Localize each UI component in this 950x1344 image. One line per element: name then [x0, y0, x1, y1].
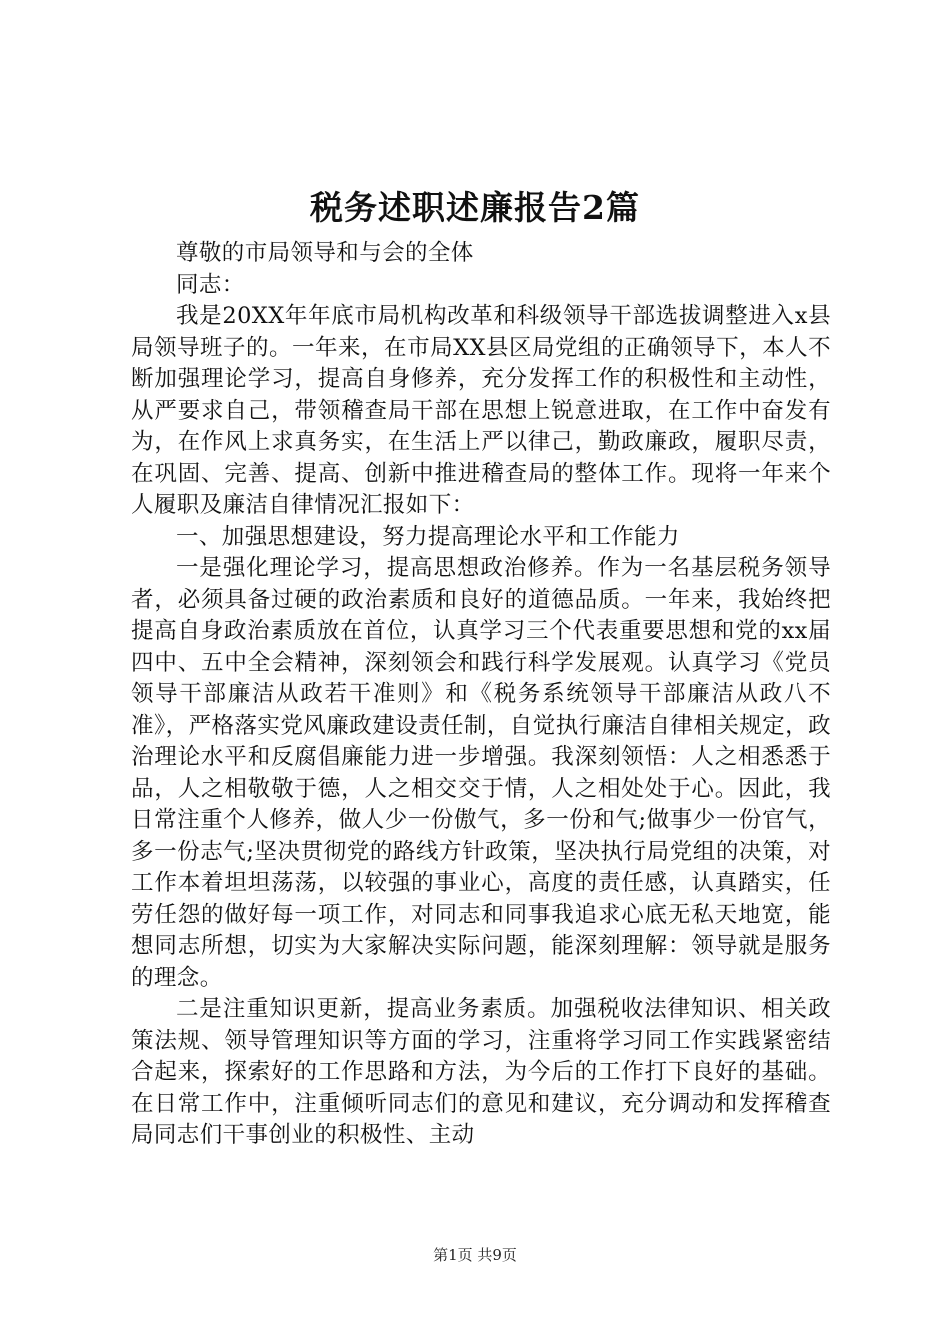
salutation-line-1: 尊敬的市局领导和与会的全体 [176, 240, 474, 266]
section-heading-1: 一、加强思想建设，努力提高理论水平和工作能力 [176, 523, 680, 550]
paragraph-intro: 我是20XX年年底市局机构改革和科级领导干部选拔调整进入x县局领导班子的。一年来，在市局XX县区局党组的正确领导下，本人不断加强理论学习，提高自身修养，充分发挥工作的积极性和主动性，从严要求自己，带领稽查局干部在思想上锐意进取，在工作中奋发有为，在作风上求真务实，在生活上严以律己，勤政廉政，履职尽责，在巩固、完善、提高、创新中推进稽查局的整体工作。现将一年来个人履职及廉洁自律情况汇报如下： [131, 303, 831, 518]
page-number-footer: 第1页 共9页 [433, 1246, 517, 1264]
document-body [131, 238, 831, 1152]
document-title: 税务述职述廉报告2篇 [310, 188, 640, 227]
paragraph-theory-study: 一是强化理论学习，提高思想政治修养。作为一名基层税务领导者，必须具备过硬的政治素质和良好的道德品质。一年来，我始终把提高自身政治素质放在首位，认真学习三个代表重要思想和党的xx届四中、五中全会精神，深刻领会和践行科学发展观。认真学习《党员领导干部廉洁从政若干准则》和《税务系统领导干部廉洁从政八不准》，严格落实党风廉政建设责任制，自觉执行廉洁自律相关规定，政治理论水平和反腐倡廉能力进一步增强。我深刻领悟：人之相悉悉于品，人之相敬敬于德，人之相交交于情，人之相处处于心。因此，我日常注重个人修养，做人少一份傲气，多一份和气;做事少一份官气，多一份志气;坚决贯彻党的路线方针政策，坚决执行局党组的决策，对工作本着坦坦荡荡，以较强的事业心，高度的责任感，认真踏实，任劳任怨的做好每一项工作，对同志和同事我追求心底无私天地宽，能想同志所想，切实为大家解决实际问题，能深刻理解：领导就是服务的理念。 [131, 555, 831, 991]
paragraph-knowledge-update: 二是注重知识更新，提高业务素质。加强税收法律知识、相关政策法规、领导管理知识等方面的学习，注重将学习同工作实践紧密结合起来，探索好的工作思路和方法，为今后的工作打下良好的基础。在日常工作中，注重倾听同志们的意见和建议，充分调动和发挥稽查局同志们干事创业的积极性、主动 [131, 996, 831, 1148]
salutation-line-2: 同志： [176, 271, 245, 298]
